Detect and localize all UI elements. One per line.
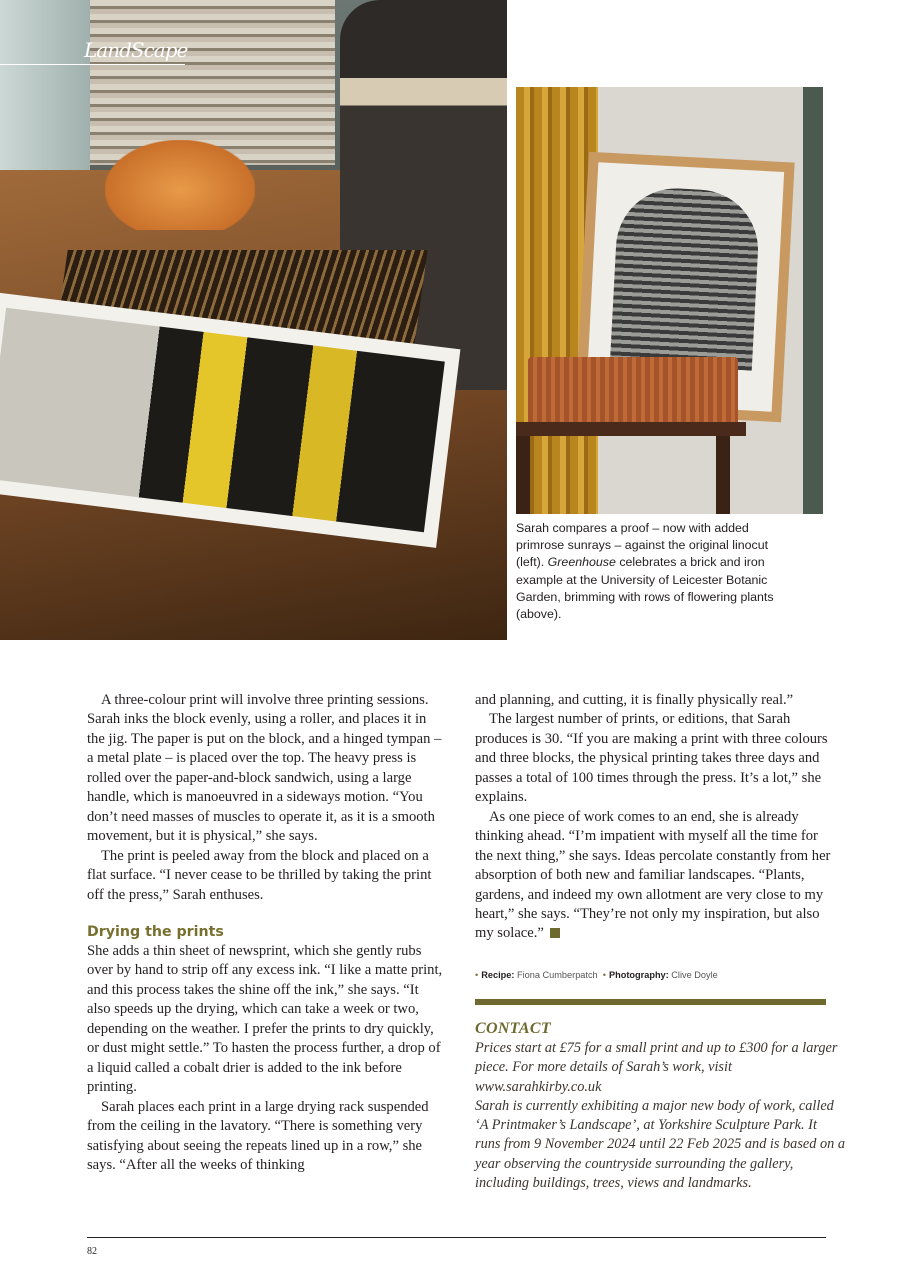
body-paragraph: Sarah places each print in a large drying rack suspended from the ceiling in the lavatory. “There is something very satisfying about seeing the repeats lined up in a row,” she says. “After all the weeks of thinking (87, 1098, 429, 1173)
photo-door (803, 87, 823, 514)
photo-wicker-basket (528, 357, 738, 427)
credits (475, 966, 831, 985)
photo-ginger-cat (105, 140, 255, 230)
contact-divider (475, 999, 826, 1005)
photography-name: Clive Doyle (671, 969, 718, 980)
section-logo-text: LandScape (84, 38, 188, 62)
greenhouse-artwork (610, 185, 761, 370)
caption-text-end: celebrates a brick and iron example at the University of Leicester Botanic Garden, brimming with rows of flowering plants (above). (516, 555, 774, 622)
photo-greenhouse-print (516, 87, 823, 514)
contact-title: CONTACT (475, 1020, 551, 1037)
print-artwork (0, 308, 445, 533)
footer-rule (87, 1237, 826, 1238)
page-number: 82 (87, 1246, 97, 1257)
body-paragraph: She adds a thin sheet of newsprint, which she gently rubs over by hand to strip off any excess ink. “I like a matte print, and this process takes the shine off the ink,” she says. “It also speeds up the drying, which can take a week or two, depending on the weather. I prefer the prints to dry quickly, or dust might settle.” To hasten the process further, a drop of a liquid called a cobalt drier is added to the ink before printing. (87, 942, 443, 1096)
section-logo (0, 38, 188, 65)
photo-stool (516, 422, 746, 514)
subheading: Drying the prints (87, 923, 224, 940)
body-text: As one piece of work comes to an end, she is already thinking ahead. “I’m impatient with myself all the time for the next thing,” she says. Ideas percolate constantly from her absorption of both new and familiar landscapes. “Plants, gardens, and indeed my own allotment are very close to my heart,” she says. “They’re not only my inspiration, but also my solace.” (475, 808, 831, 942)
article-column-right (475, 691, 831, 985)
bullet-icon: • (475, 969, 479, 980)
recipe-label: Recipe: (481, 969, 515, 980)
caption-italic: Greenhouse (547, 555, 616, 570)
body-paragraph: A three-colour print will involve three printing sessions. Sarah inks the block evenly, using a roller, and places it in the jig. The paper is put on the block, and a hinged tympan – a metal plate – is placed over the top. The heavy press is rolled over the paper-and-block sandwich, using a large handle, which is manoeuvred in a sideways motion. “You don’t need masses of muscles to operate it, as it is a smooth movement, but it is physical,” she says. (87, 692, 442, 845)
contact-exhibition: Sarah is currently exhibiting a major new body of work, called ‘A Printmaker’s Landscape’, at Yorkshire Sculpture Park. It runs from 9 November 2024 until 22 Feb 2025 and is based on a year observing the countryside surrounding the gallery, including buildings, trees, views and landmarks. (475, 1097, 845, 1192)
body-paragraph: and planning, and cutting, it is finally physically real.” (475, 692, 794, 708)
contact-box (475, 1019, 845, 1193)
contact-prices: Prices start at £75 for a small print and up to £300 for a larger piece. For more details of Sarah’s work, visit www.sarahkirby.co.uk (475, 1040, 838, 1095)
photo-caption (516, 520, 786, 623)
caption-text: Sarah compares a proof – now with added primrose sunrays – against the original linocut (left). (516, 521, 769, 570)
body-paragraph-last (475, 808, 831, 944)
body-paragraph: The print is peeled away from the block and placed on a flat surface. “I never cease to be thrilled by taking the print off the press,” Sarah enthuses. (87, 847, 432, 903)
bullet-icon: • (600, 969, 607, 980)
article-column-left (87, 691, 443, 1175)
body-paragraph: The largest number of prints, or editions, that Sarah produces is 30. “If you are making a print with three colours and three blocks, the physical printing takes three days and passes a total of 100 times through the press. It’s a lot,” she explains. (475, 711, 828, 806)
photography-label: Photography: (609, 969, 669, 980)
recipe-name: Fiona Cumberpatch (516, 969, 598, 980)
end-mark-icon (550, 928, 560, 938)
photo-printmaker-at-table (0, 0, 507, 640)
